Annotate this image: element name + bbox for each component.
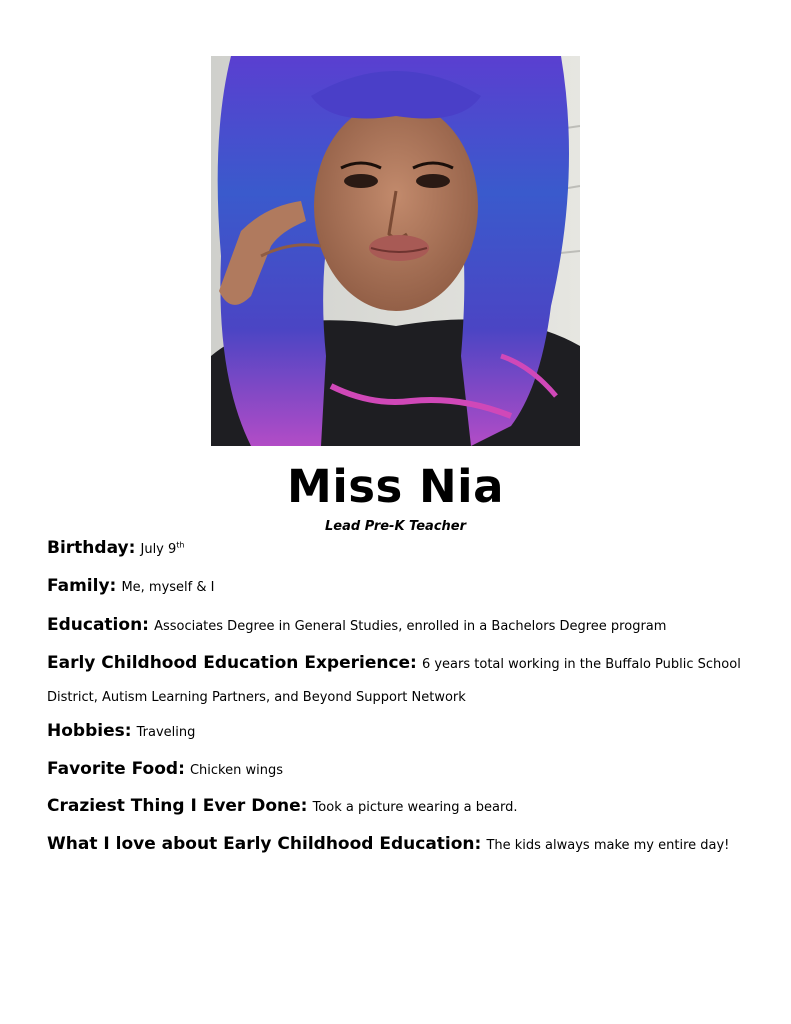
experience-value-line1: 6 years total working in the Buffalo Public School (421, 657, 741, 672)
fact-education (47, 615, 747, 635)
teacher-role: Lead Pre-K Teacher (324, 519, 467, 534)
love-label: What I love about Early Childhood Education: (47, 834, 482, 854)
birthday-value (141, 542, 185, 557)
birthday-ordinal: th (176, 540, 185, 550)
profile-photo (211, 56, 580, 446)
portrait-illustration (211, 56, 580, 446)
education-value: Associates Degree in General Studies, enrolled in a Bachelors Degree program (154, 619, 667, 634)
fact-hobbies (47, 721, 747, 741)
food-label: Favorite Food: (47, 759, 185, 779)
experience-value-line2: District, Autism Learning Partners, and Beyond Support Network (47, 690, 466, 705)
teacher-name: Miss Nia (287, 460, 504, 513)
food-value: Chicken wings (189, 763, 284, 778)
family-value: Me, myself & I (121, 580, 215, 595)
craziest-label: Craziest Thing I Ever Done: (47, 796, 308, 816)
fact-experience (47, 653, 747, 673)
experience-label: Early Childhood Education Experience: (47, 653, 417, 673)
fact-love (47, 834, 747, 854)
fact-craziest (47, 796, 747, 816)
birthday-label: Birthday: (47, 538, 136, 558)
fact-food (47, 759, 747, 779)
birthday-date: July 9 (140, 542, 177, 557)
hobbies-value: Traveling (136, 725, 196, 740)
family-label: Family: (47, 576, 117, 596)
education-label: Education: (47, 615, 149, 635)
fact-birthday (47, 538, 747, 558)
fact-family (47, 576, 747, 596)
love-value: The kids always make my entire day! (486, 838, 730, 853)
craziest-value: Took a picture wearing a beard. (312, 800, 518, 815)
hobbies-label: Hobbies: (47, 721, 132, 741)
